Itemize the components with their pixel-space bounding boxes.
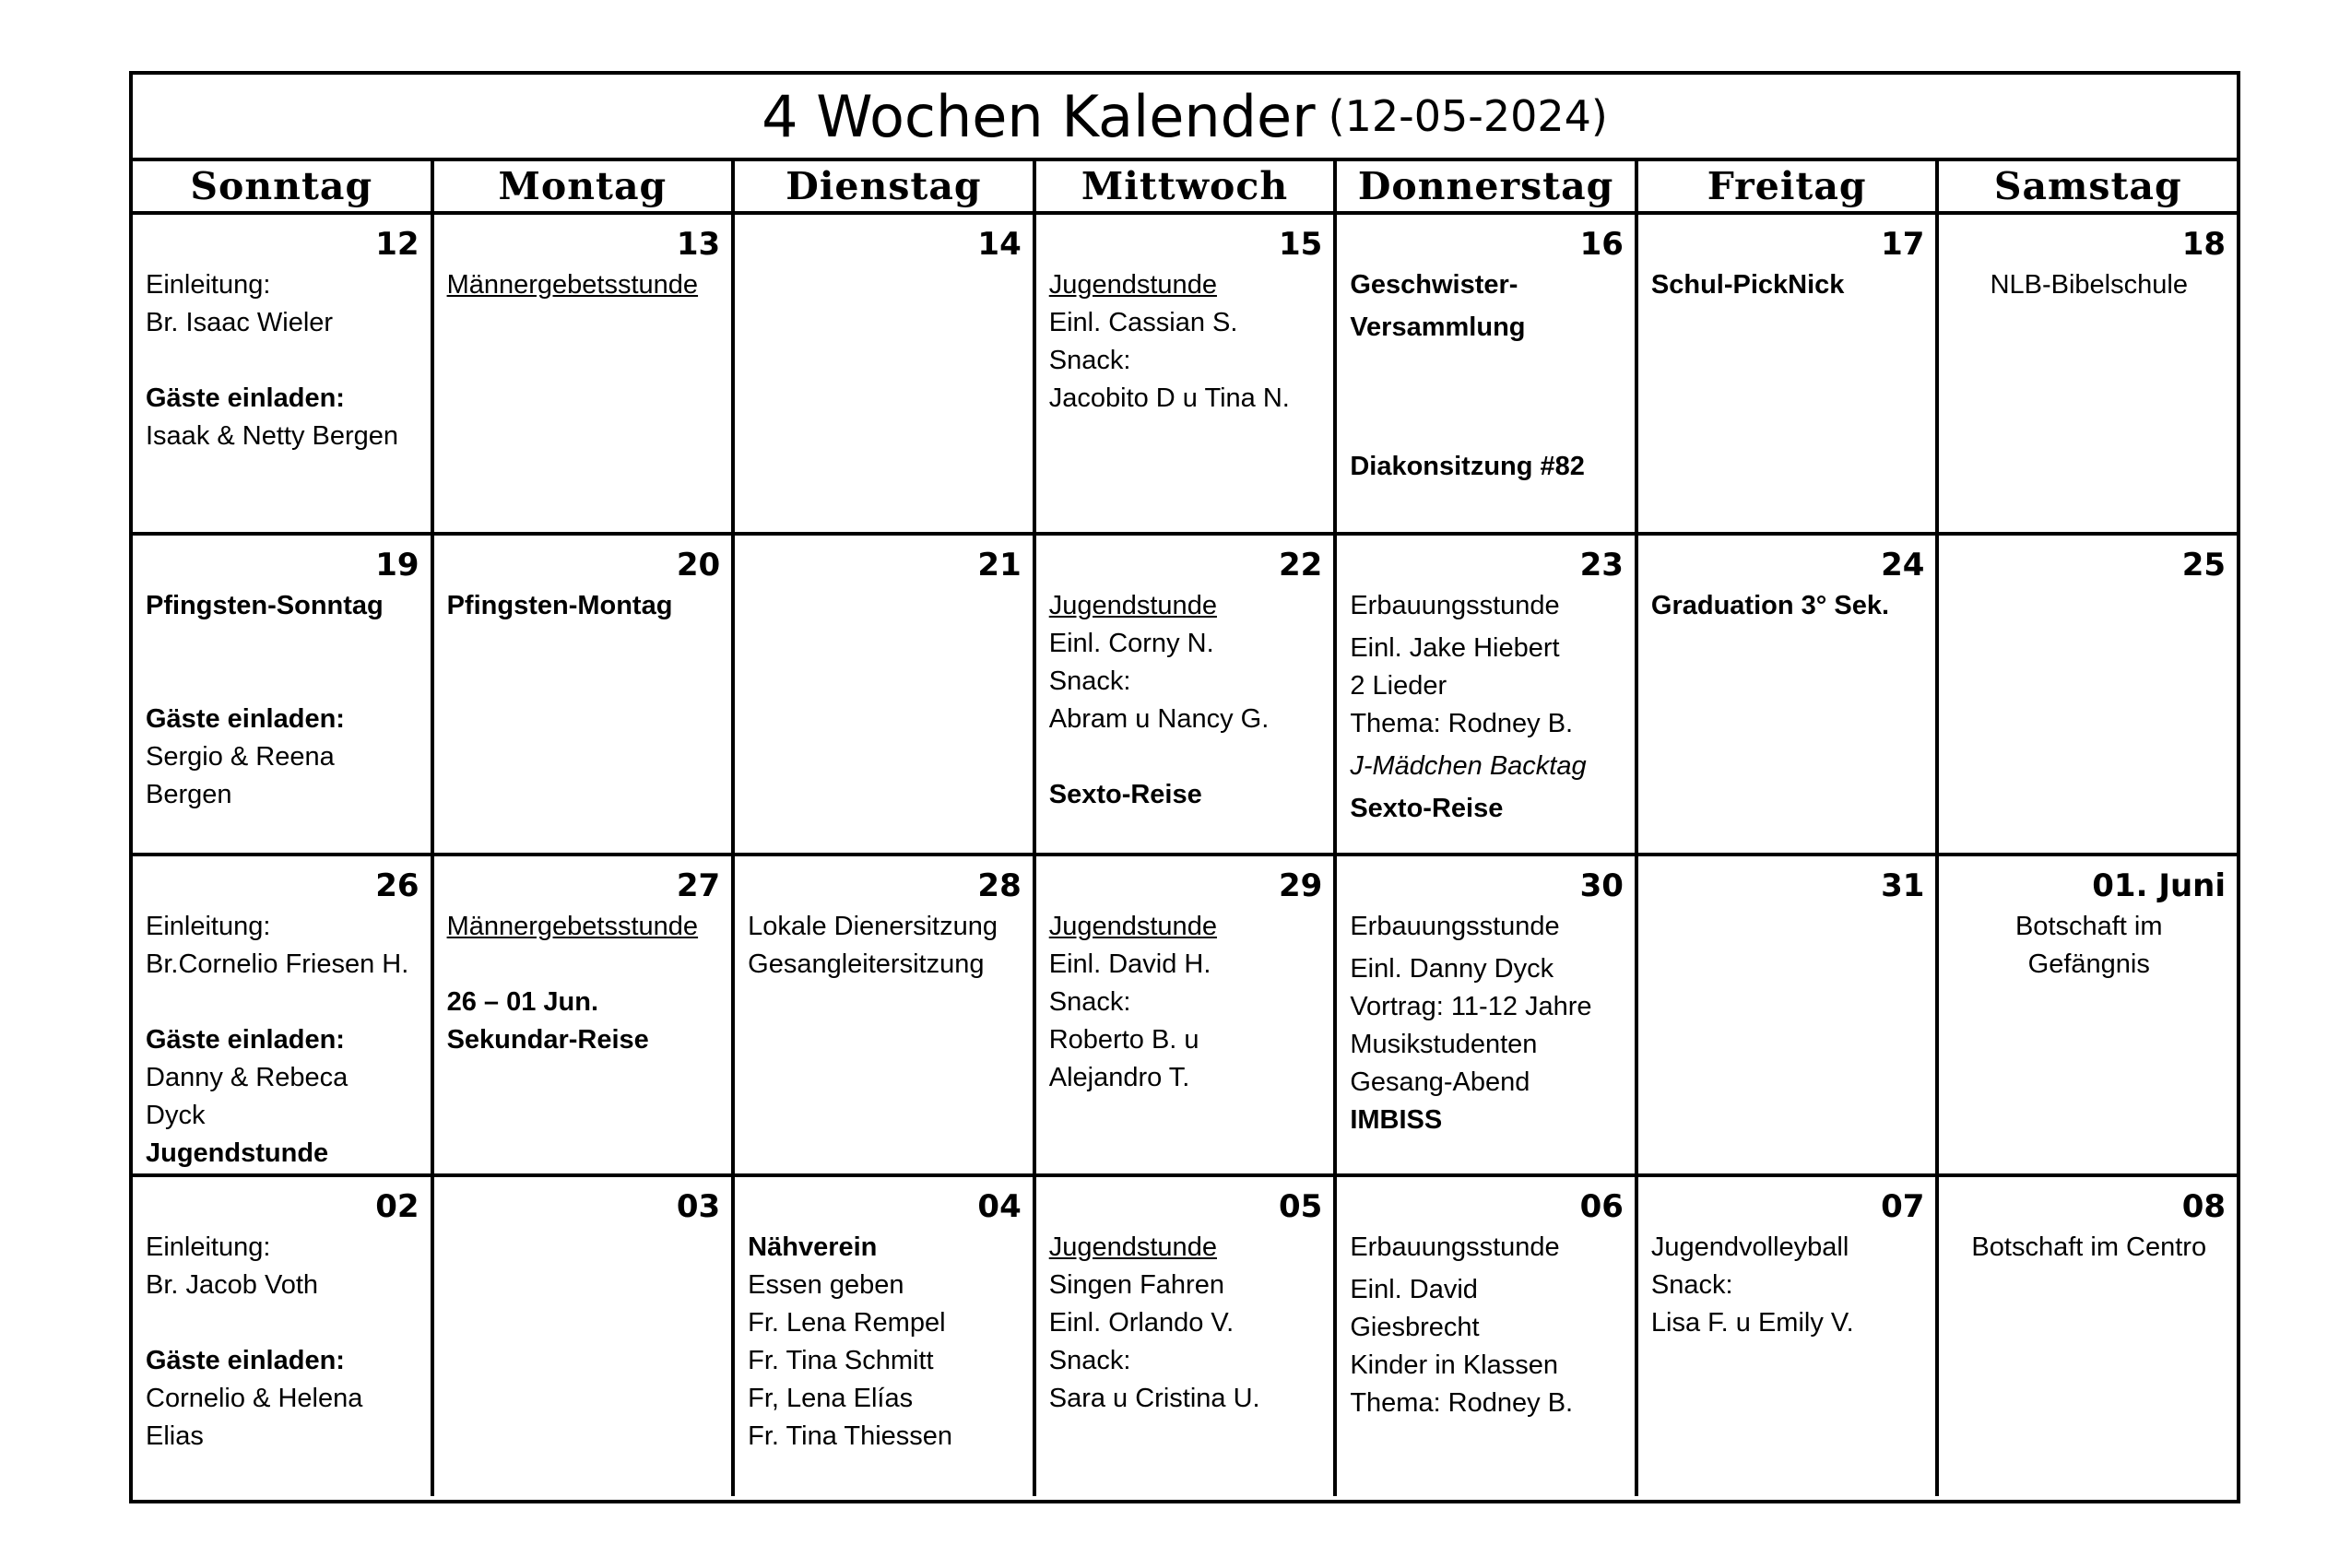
day-number: 26 bbox=[375, 867, 419, 904]
week-row bbox=[133, 1177, 2237, 1496]
day-cell bbox=[735, 1177, 1036, 1496]
entry-text: Sexto-Reise bbox=[1048, 780, 1202, 809]
day-cell bbox=[1638, 215, 1940, 532]
entry-text: Gäste einladen: bbox=[146, 383, 345, 413]
day-cell bbox=[133, 215, 434, 532]
entry-text: Versammlung bbox=[1350, 312, 1526, 342]
entry-text: Jugendstunde bbox=[1048, 912, 1217, 941]
day-number: 29 bbox=[1278, 867, 1323, 904]
day-cell bbox=[1036, 856, 1338, 1173]
day-number: 04 bbox=[977, 1188, 1022, 1225]
entry-text: Jugendstunde bbox=[1048, 591, 1217, 620]
entry-text: Einl. Cassian S. bbox=[1048, 308, 1238, 337]
day-number: 30 bbox=[1579, 867, 1624, 904]
entry-text: Pfingsten-Montag bbox=[446, 591, 673, 620]
entry-text: Erbauungsstunde bbox=[1350, 912, 1560, 941]
day-cell bbox=[1638, 856, 1940, 1173]
calendar-title-row bbox=[133, 75, 2237, 161]
entry-text: IMBISS bbox=[1350, 1105, 1443, 1135]
day-cell bbox=[1036, 1177, 1338, 1496]
weekday-wednesday: Mittwoch bbox=[1036, 161, 1338, 211]
weekday-monday: Montag bbox=[434, 161, 736, 211]
entry-text: Essen geben bbox=[748, 1270, 904, 1300]
entry-text: Gäste einladen: bbox=[146, 1346, 345, 1375]
entry-text: Graduation 3° Sek. bbox=[1650, 591, 1890, 620]
entry-text: Jugendvolleyball bbox=[1650, 1232, 1849, 1262]
entry-text: Kinder in Klassen bbox=[1350, 1350, 1558, 1380]
entry-text: Musikstudenten bbox=[1350, 1030, 1538, 1059]
entry-text: Lisa F. u Emily V. bbox=[1650, 1308, 1854, 1338]
day-cell bbox=[1036, 215, 1338, 532]
entry-text: Gäste einladen: bbox=[146, 1025, 345, 1055]
day-cell bbox=[1337, 215, 1638, 532]
entry-text: Br. Jacob Voth bbox=[146, 1270, 319, 1300]
entry-text: Einl. Orlando V. bbox=[1048, 1308, 1235, 1338]
entry-text: Jugendstunde bbox=[1048, 1232, 1217, 1262]
entry-text: Pfingsten-Sonntag bbox=[146, 591, 384, 620]
day-cell bbox=[735, 856, 1036, 1173]
weekday-thursday: Donnerstag bbox=[1337, 161, 1638, 211]
week-row bbox=[133, 536, 2237, 856]
entry-text: Einl. Danny Dyck bbox=[1350, 954, 1554, 984]
entry-text: Sexto-Reise bbox=[1350, 794, 1504, 823]
entry-text: Snack: bbox=[1650, 1270, 1733, 1300]
day-number: 22 bbox=[1278, 547, 1323, 584]
entry-text: Snack: bbox=[1048, 1346, 1131, 1375]
day-number: 24 bbox=[1881, 547, 1925, 584]
day-cell bbox=[133, 856, 434, 1173]
calendar bbox=[129, 71, 2240, 1503]
entry-text: Einl. Corny N. bbox=[1048, 629, 1214, 658]
day-cell bbox=[133, 1177, 434, 1496]
entry-text: Fr. Tina Schmitt bbox=[748, 1346, 934, 1375]
day-cell bbox=[1337, 856, 1638, 1173]
entry-text: Männergebetsstunde bbox=[446, 912, 699, 941]
weekday-tuesday: Dienstag bbox=[735, 161, 1036, 211]
entry-text: Dyck bbox=[146, 1101, 206, 1130]
day-number: 02 bbox=[375, 1188, 419, 1225]
entry-text: Thema: Rodney B. bbox=[1350, 1388, 1574, 1418]
entry-text: Singen Fahren bbox=[1048, 1270, 1224, 1300]
day-cell bbox=[1638, 1177, 1940, 1496]
entry-text: Botschaft im Centro bbox=[1971, 1232, 2207, 1262]
day-cell bbox=[1939, 536, 2237, 853]
entry-text: Fr, Lena Elías bbox=[748, 1384, 914, 1413]
entry-text: Erbauungsstunde bbox=[1350, 1232, 1560, 1262]
entry-text: 2 Lieder bbox=[1350, 671, 1447, 701]
entry-text: Br.Cornelio Friesen H. bbox=[146, 949, 409, 979]
day-cell bbox=[1036, 536, 1338, 853]
weekday-saturday: Samstag bbox=[1993, 164, 2182, 208]
entry-text: 26 – 01 Jun. bbox=[446, 987, 599, 1017]
day-number: 13 bbox=[676, 226, 721, 263]
entry-text: Br. Isaac Wieler bbox=[146, 308, 334, 337]
day-cell bbox=[735, 536, 1036, 853]
day-number: 18 bbox=[2181, 226, 2227, 263]
entry-text: Cornelio & Helena bbox=[146, 1384, 363, 1413]
entry-text: Einl. David H. bbox=[1048, 949, 1211, 979]
entry-text: Sekundar-Reise bbox=[446, 1025, 649, 1055]
day-number: 08 bbox=[2181, 1188, 2227, 1225]
entry-text: Gefängnis bbox=[2027, 949, 2150, 979]
day-number: 27 bbox=[676, 867, 721, 904]
weekday-header bbox=[133, 161, 2237, 215]
entry-text: Nähverein bbox=[748, 1232, 878, 1262]
entry-text: Gesang-Abend bbox=[1350, 1067, 1530, 1097]
day-number: 07 bbox=[1881, 1188, 1925, 1225]
day-number: 28 bbox=[977, 867, 1022, 904]
day-number: 19 bbox=[375, 547, 419, 584]
calendar-weeks bbox=[133, 215, 2237, 1496]
entry-text: Vortrag: 11-12 Jahre bbox=[1350, 992, 1592, 1021]
day-number: 01. Juni bbox=[2092, 867, 2227, 904]
day-cell bbox=[1939, 856, 2237, 1173]
entry-text: Snack: bbox=[1048, 346, 1131, 375]
day-cell bbox=[1638, 536, 1940, 853]
day-number: 31 bbox=[1881, 867, 1925, 904]
entry-text: Einl. David bbox=[1350, 1275, 1478, 1304]
entry-text: Abram u Nancy G. bbox=[1048, 704, 1270, 734]
day-cell bbox=[1939, 1177, 2237, 1496]
day-number: 25 bbox=[2181, 547, 2227, 584]
day-number: 12 bbox=[375, 226, 419, 263]
entry-text: Snack: bbox=[1048, 987, 1131, 1017]
weekday-sunday: Sonntag bbox=[133, 161, 434, 211]
day-cell bbox=[434, 856, 736, 1173]
entry-text: Gesangleitersitzung bbox=[748, 949, 985, 979]
entry-text: Sara u Cristina U. bbox=[1048, 1384, 1260, 1413]
calendar-date: (12-05-2024) bbox=[1328, 91, 1608, 141]
entry-text: Einleitung: bbox=[146, 270, 271, 300]
day-number: 23 bbox=[1579, 547, 1624, 584]
entry-text: Einleitung: bbox=[146, 1232, 271, 1262]
weekday-friday: Freitag bbox=[1638, 161, 1940, 211]
entry-text: J-Mädchen Backtag bbox=[1350, 751, 1587, 781]
day-number: 03 bbox=[676, 1188, 721, 1225]
day-cell bbox=[434, 1177, 736, 1496]
day-cell bbox=[434, 215, 736, 532]
calendar-title: 4 Wochen Kalender bbox=[762, 82, 1316, 150]
entry-text: NLB-Bibelschule bbox=[1990, 270, 2188, 300]
entry-text: Gäste einladen: bbox=[146, 704, 345, 734]
entry-text: Elias bbox=[146, 1421, 204, 1451]
entry-text: Diakonsitzung #82 bbox=[1350, 452, 1585, 481]
entry-text: Sergio & Reena bbox=[146, 742, 335, 772]
day-cell bbox=[1939, 215, 2237, 532]
entry-text: Fr. Tina Thiessen bbox=[748, 1421, 953, 1451]
entry-text: Jugendstunde bbox=[1048, 270, 1217, 300]
day-number: 06 bbox=[1579, 1188, 1624, 1225]
entry-text: Botschaft im bbox=[2014, 912, 2163, 941]
entry-text: Bergen bbox=[146, 780, 232, 809]
entry-text: Jugendstunde bbox=[146, 1138, 329, 1168]
entry-text: Schul-PickNick bbox=[1650, 270, 1845, 300]
day-number: 05 bbox=[1278, 1188, 1323, 1225]
entry-text: Jacobito D u Tina N. bbox=[1048, 383, 1290, 413]
day-number: 16 bbox=[1579, 226, 1624, 263]
week-row bbox=[133, 856, 2237, 1177]
entry-text: Danny & Rebeca bbox=[146, 1063, 349, 1092]
entry-text: Snack: bbox=[1048, 666, 1131, 696]
entry-text: Einl. Jake Hiebert bbox=[1350, 633, 1560, 663]
entry-text: Männergebetsstunde bbox=[446, 270, 699, 300]
entry-text: Thema: Rodney B. bbox=[1350, 709, 1574, 738]
entry-text: Geschwister- bbox=[1350, 270, 1518, 300]
day-cell bbox=[735, 215, 1036, 532]
week-row bbox=[133, 215, 2237, 536]
day-number: 14 bbox=[977, 226, 1022, 263]
day-number: 17 bbox=[1881, 226, 1925, 263]
entry-text: Isaak & Netty Bergen bbox=[146, 421, 399, 451]
entry-text: Erbauungsstunde bbox=[1350, 591, 1560, 620]
entry-text: Roberto B. u bbox=[1048, 1025, 1199, 1055]
day-cell bbox=[1337, 1177, 1638, 1496]
day-cell bbox=[133, 536, 434, 853]
day-cell bbox=[434, 536, 736, 853]
entry-text: Lokale Dienersitzung bbox=[748, 912, 998, 941]
day-number: 21 bbox=[977, 547, 1022, 584]
entry-text: Giesbrecht bbox=[1350, 1313, 1480, 1342]
day-number: 20 bbox=[676, 547, 721, 584]
entry-text: Einleitung: bbox=[146, 912, 271, 941]
entry-text: Alejandro T. bbox=[1048, 1063, 1190, 1092]
day-number: 15 bbox=[1278, 226, 1323, 263]
day-cell bbox=[1337, 536, 1638, 853]
entry-text: Fr. Lena Rempel bbox=[748, 1308, 946, 1338]
